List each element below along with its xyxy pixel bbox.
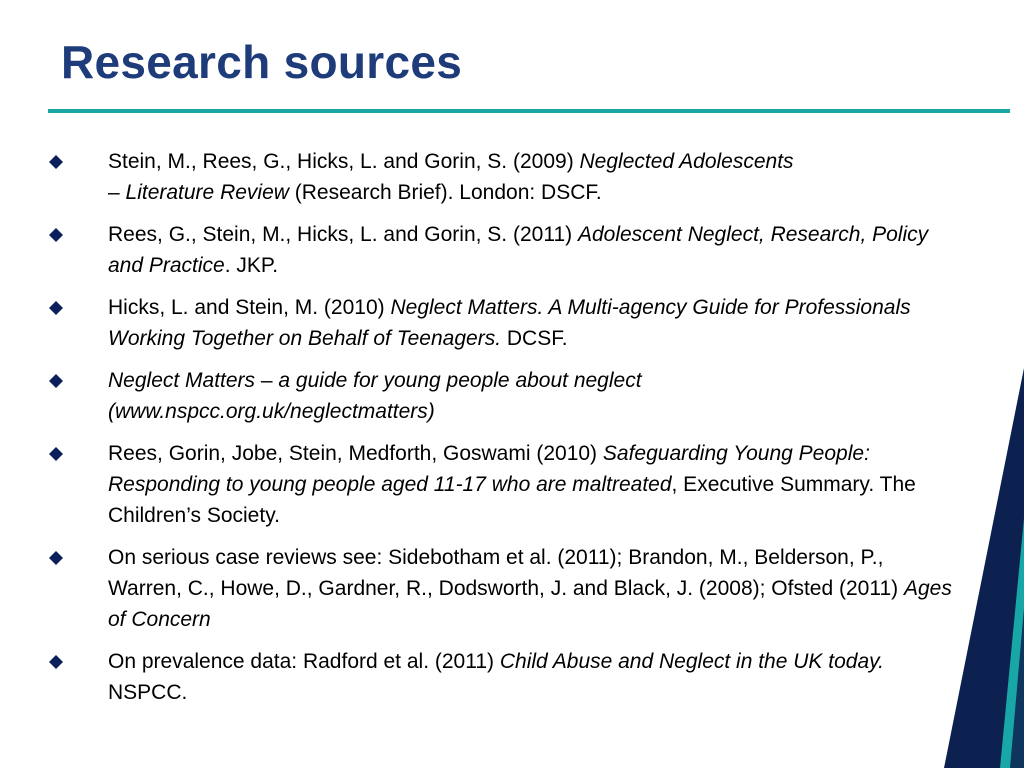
- reference-text: –: [108, 181, 126, 204]
- diamond-icon: [49, 655, 63, 669]
- slide-title: Research sources: [61, 36, 463, 88]
- reference-item: [0, 438, 970, 531]
- reference-text: –: [255, 369, 279, 392]
- reference-title: Safeguarding Young People: Responding to young people aged 11-17 who are maltreated: [108, 442, 870, 496]
- reference-item: [0, 646, 970, 708]
- diamond-icon: [49, 228, 63, 242]
- corner-decoration: [944, 368, 1024, 768]
- reference-text: On prevalence data: Radford et al. (2011): [108, 650, 500, 673]
- reference-text: (Research Brief). London: DSCF.: [288, 181, 602, 204]
- reference-title: a guide for young people about neglect (www.nspcc.org.uk/neglectmatters): [108, 369, 642, 423]
- diamond-icon: [49, 155, 63, 169]
- reference-title: Neglect Matters. A Multi-agency Guide for Professionals Working Together on Behalf of Teenagers.: [108, 296, 911, 350]
- reference-title: Ages of Concern: [108, 577, 952, 631]
- reference-item: [0, 292, 970, 354]
- reference-title: Neglect Matters: [108, 369, 256, 392]
- reference-item: [0, 219, 970, 281]
- reference-text: DCSF.: [501, 327, 568, 350]
- reference-title: Adolescent Neglect, Research, Policy and Practice: [108, 223, 929, 277]
- reference-text: Rees, Gorin, Jobe, Stein, Medforth, Goswami (2010): [108, 442, 603, 465]
- reference-text: Hicks, L. and Stein, M. (2010): [108, 296, 391, 319]
- reference-text: On serious case reviews see: Sidebotham et al. (2011); Brandon, M., Belderson, P., Warren, C., Howe, D., Gardner, R., Dodsworth, J. and Black, J. (2008); Ofsted (2011): [108, 546, 904, 600]
- diamond-icon: [49, 551, 63, 565]
- reference-item: [0, 146, 970, 208]
- reference-text: . JKP.: [224, 254, 279, 277]
- diamond-icon: [49, 374, 63, 388]
- reference-title: Child Abuse and Neglect in the UK today.: [499, 650, 884, 673]
- reference-title: Neglected Adolescents: [579, 150, 794, 173]
- reference-item: [0, 542, 970, 635]
- reference-list: [0, 146, 970, 719]
- reference-text: , Executive Summary. The Children’s Society.: [108, 473, 916, 527]
- title-underline: [48, 109, 1010, 113]
- reference-item: [0, 365, 970, 427]
- diamond-icon: [49, 447, 63, 461]
- reference-text: Rees, G., Stein, M., Hicks, L. and Gorin, S. (2011): [108, 223, 578, 246]
- diamond-icon: [49, 301, 63, 315]
- reference-text: Stein, M., Rees, G., Hicks, L. and Gorin, S. (2009): [108, 150, 580, 173]
- reference-text: NSPCC.: [108, 681, 188, 704]
- reference-title: Literature Review: [125, 181, 289, 204]
